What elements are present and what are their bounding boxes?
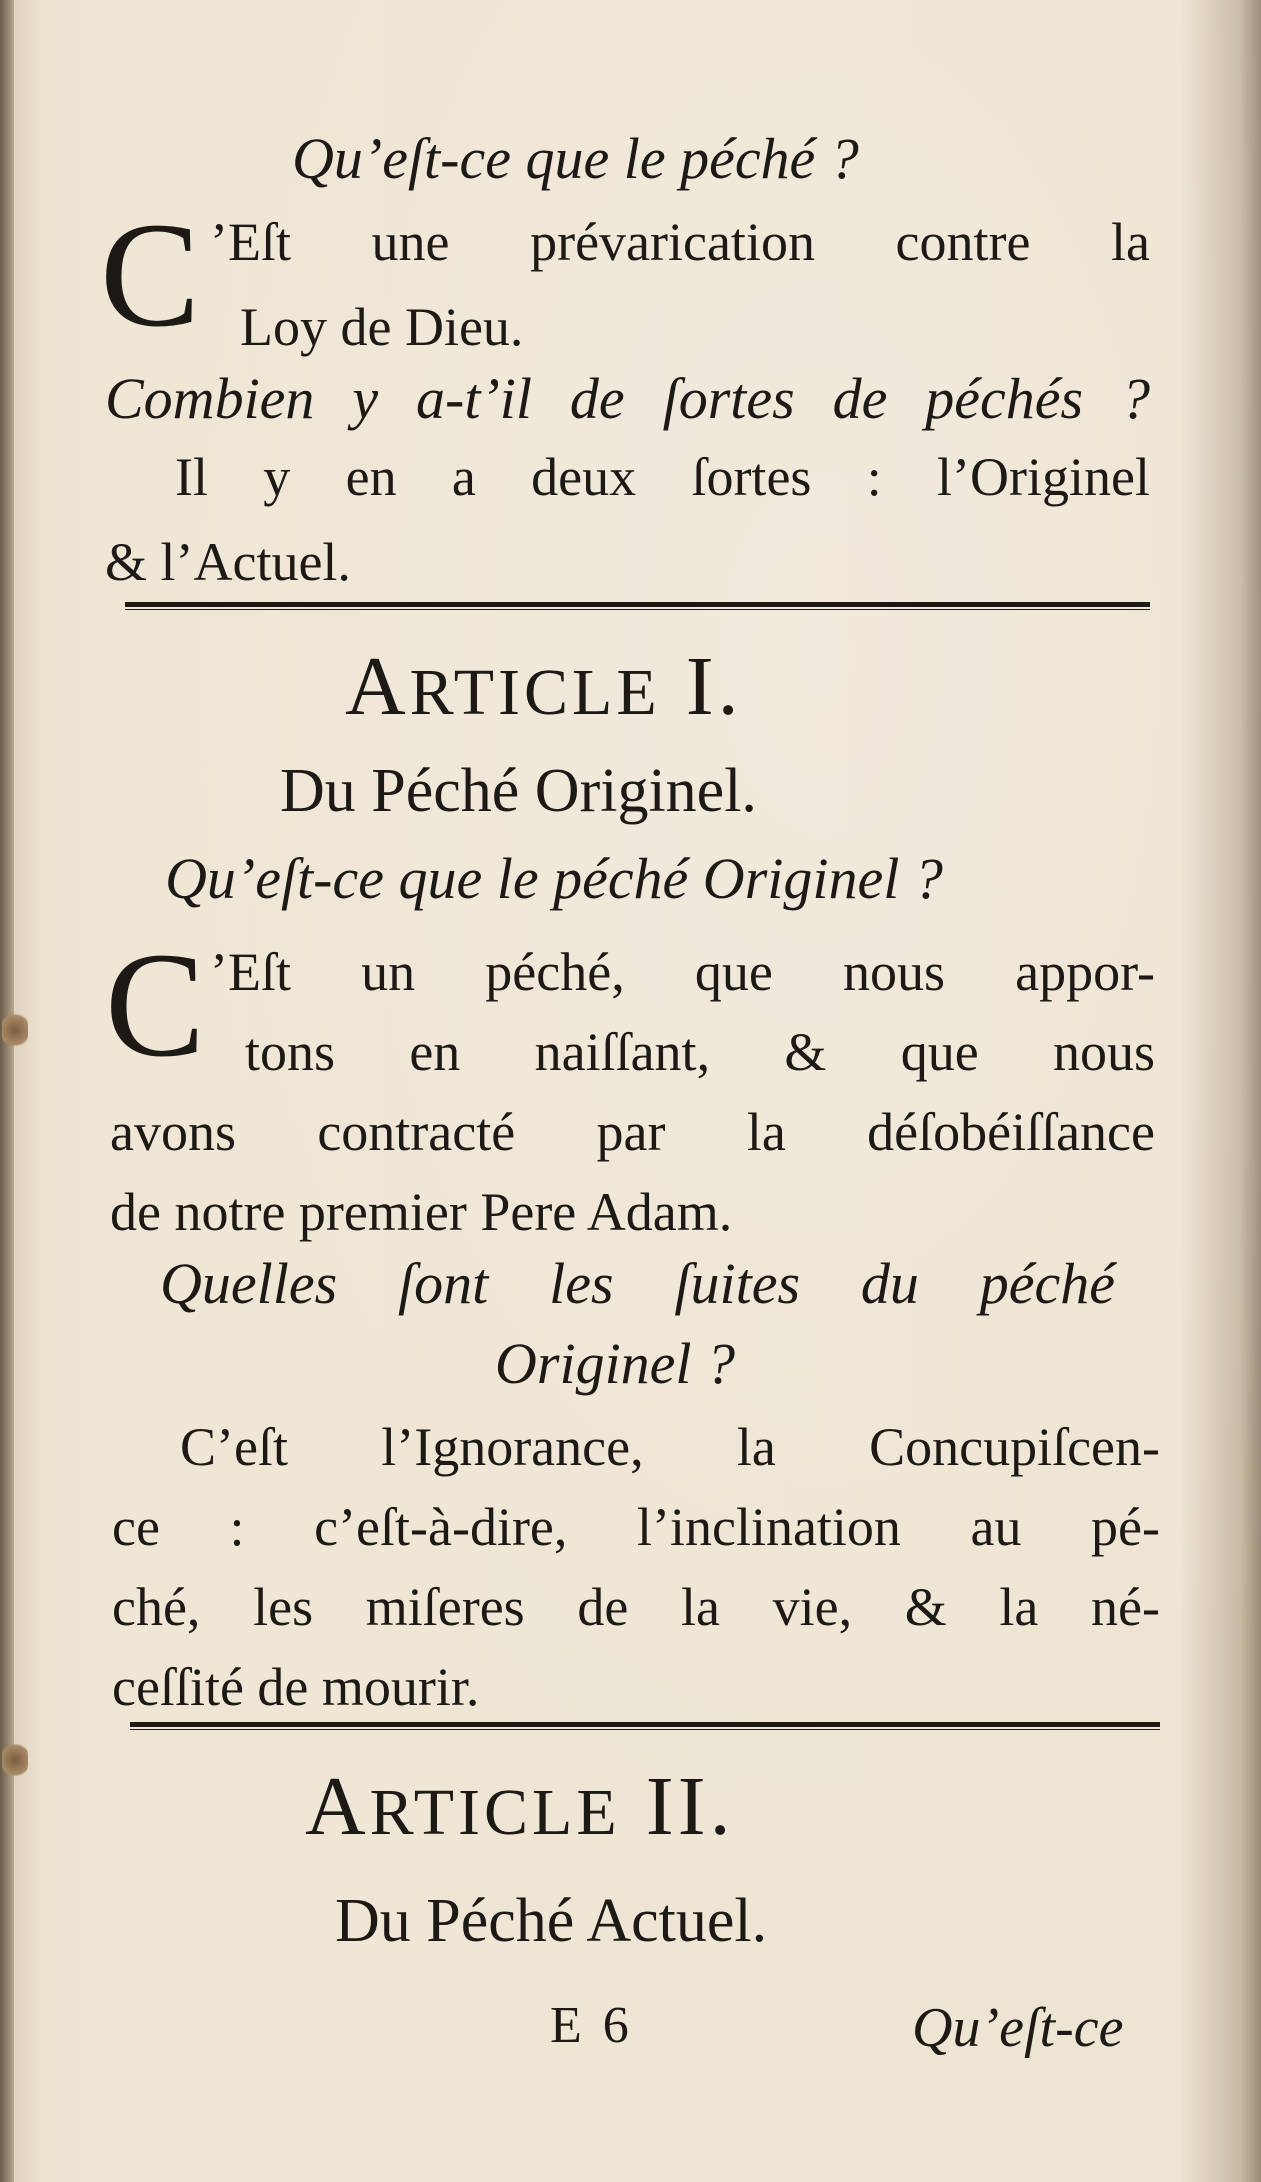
section-divider	[130, 1722, 1160, 1727]
answer-line: ce : c’eſt-à-dire, l’inclination au pé-	[112, 1497, 1160, 1557]
question-consequences: Quelles ſont les ſuites du péché	[160, 1251, 1115, 1316]
answer-line: ceſſité de mourir.	[112, 1657, 480, 1717]
answer-line: Il y en a deux ſortes : l’Originel	[175, 447, 1150, 507]
question-kinds-of-sin: Combien y a-t’il de ſortes de péchés ?	[105, 366, 1150, 431]
answer-line: & l’Actuel.	[105, 532, 351, 592]
article-heading: ARTICLE II.	[305, 1760, 735, 1853]
article-subheading: Du Péché Actuel.	[335, 1887, 768, 1955]
answer-line: ’Eſt un péché, que nous appor-	[210, 942, 1155, 1002]
signature-mark: E 6	[550, 1997, 633, 2054]
binding-stitch	[2, 1010, 28, 1050]
drop-cap: C	[100, 192, 201, 358]
page-gutter	[0, 0, 14, 2182]
article-subheading: Du Péché Originel.	[280, 757, 757, 825]
question-original-sin: Qu’eſt-ce que le péché Originel ?	[165, 846, 943, 911]
question-consequences-cont: Originel ?	[495, 1331, 736, 1396]
answer-line: avons contracté par la déſobéiſſance	[110, 1102, 1155, 1162]
section-divider	[125, 602, 1150, 607]
binding-stitch	[2, 1740, 28, 1780]
answer-line: ’Eſt une prévarication contre la	[210, 212, 1150, 272]
answer-line: tons en naiſſant, & que nous	[245, 1022, 1155, 1082]
answer-line: ché, les miſeres de la vie, & la né-	[112, 1577, 1160, 1637]
catchword: Qu’eſt-ce	[912, 1997, 1124, 2059]
answer-line: de notre premier Pere Adam.	[110, 1182, 733, 1242]
drop-cap: C	[105, 922, 206, 1088]
article-heading: ARTICLE I.	[345, 640, 743, 733]
question-what-is-sin: Qu’eſt-ce que le péché ?	[292, 126, 859, 191]
answer-line: C’eſt l’Ignorance, la Concupiſcen-	[180, 1417, 1160, 1477]
answer-line: Loy de Dieu.	[240, 297, 524, 357]
